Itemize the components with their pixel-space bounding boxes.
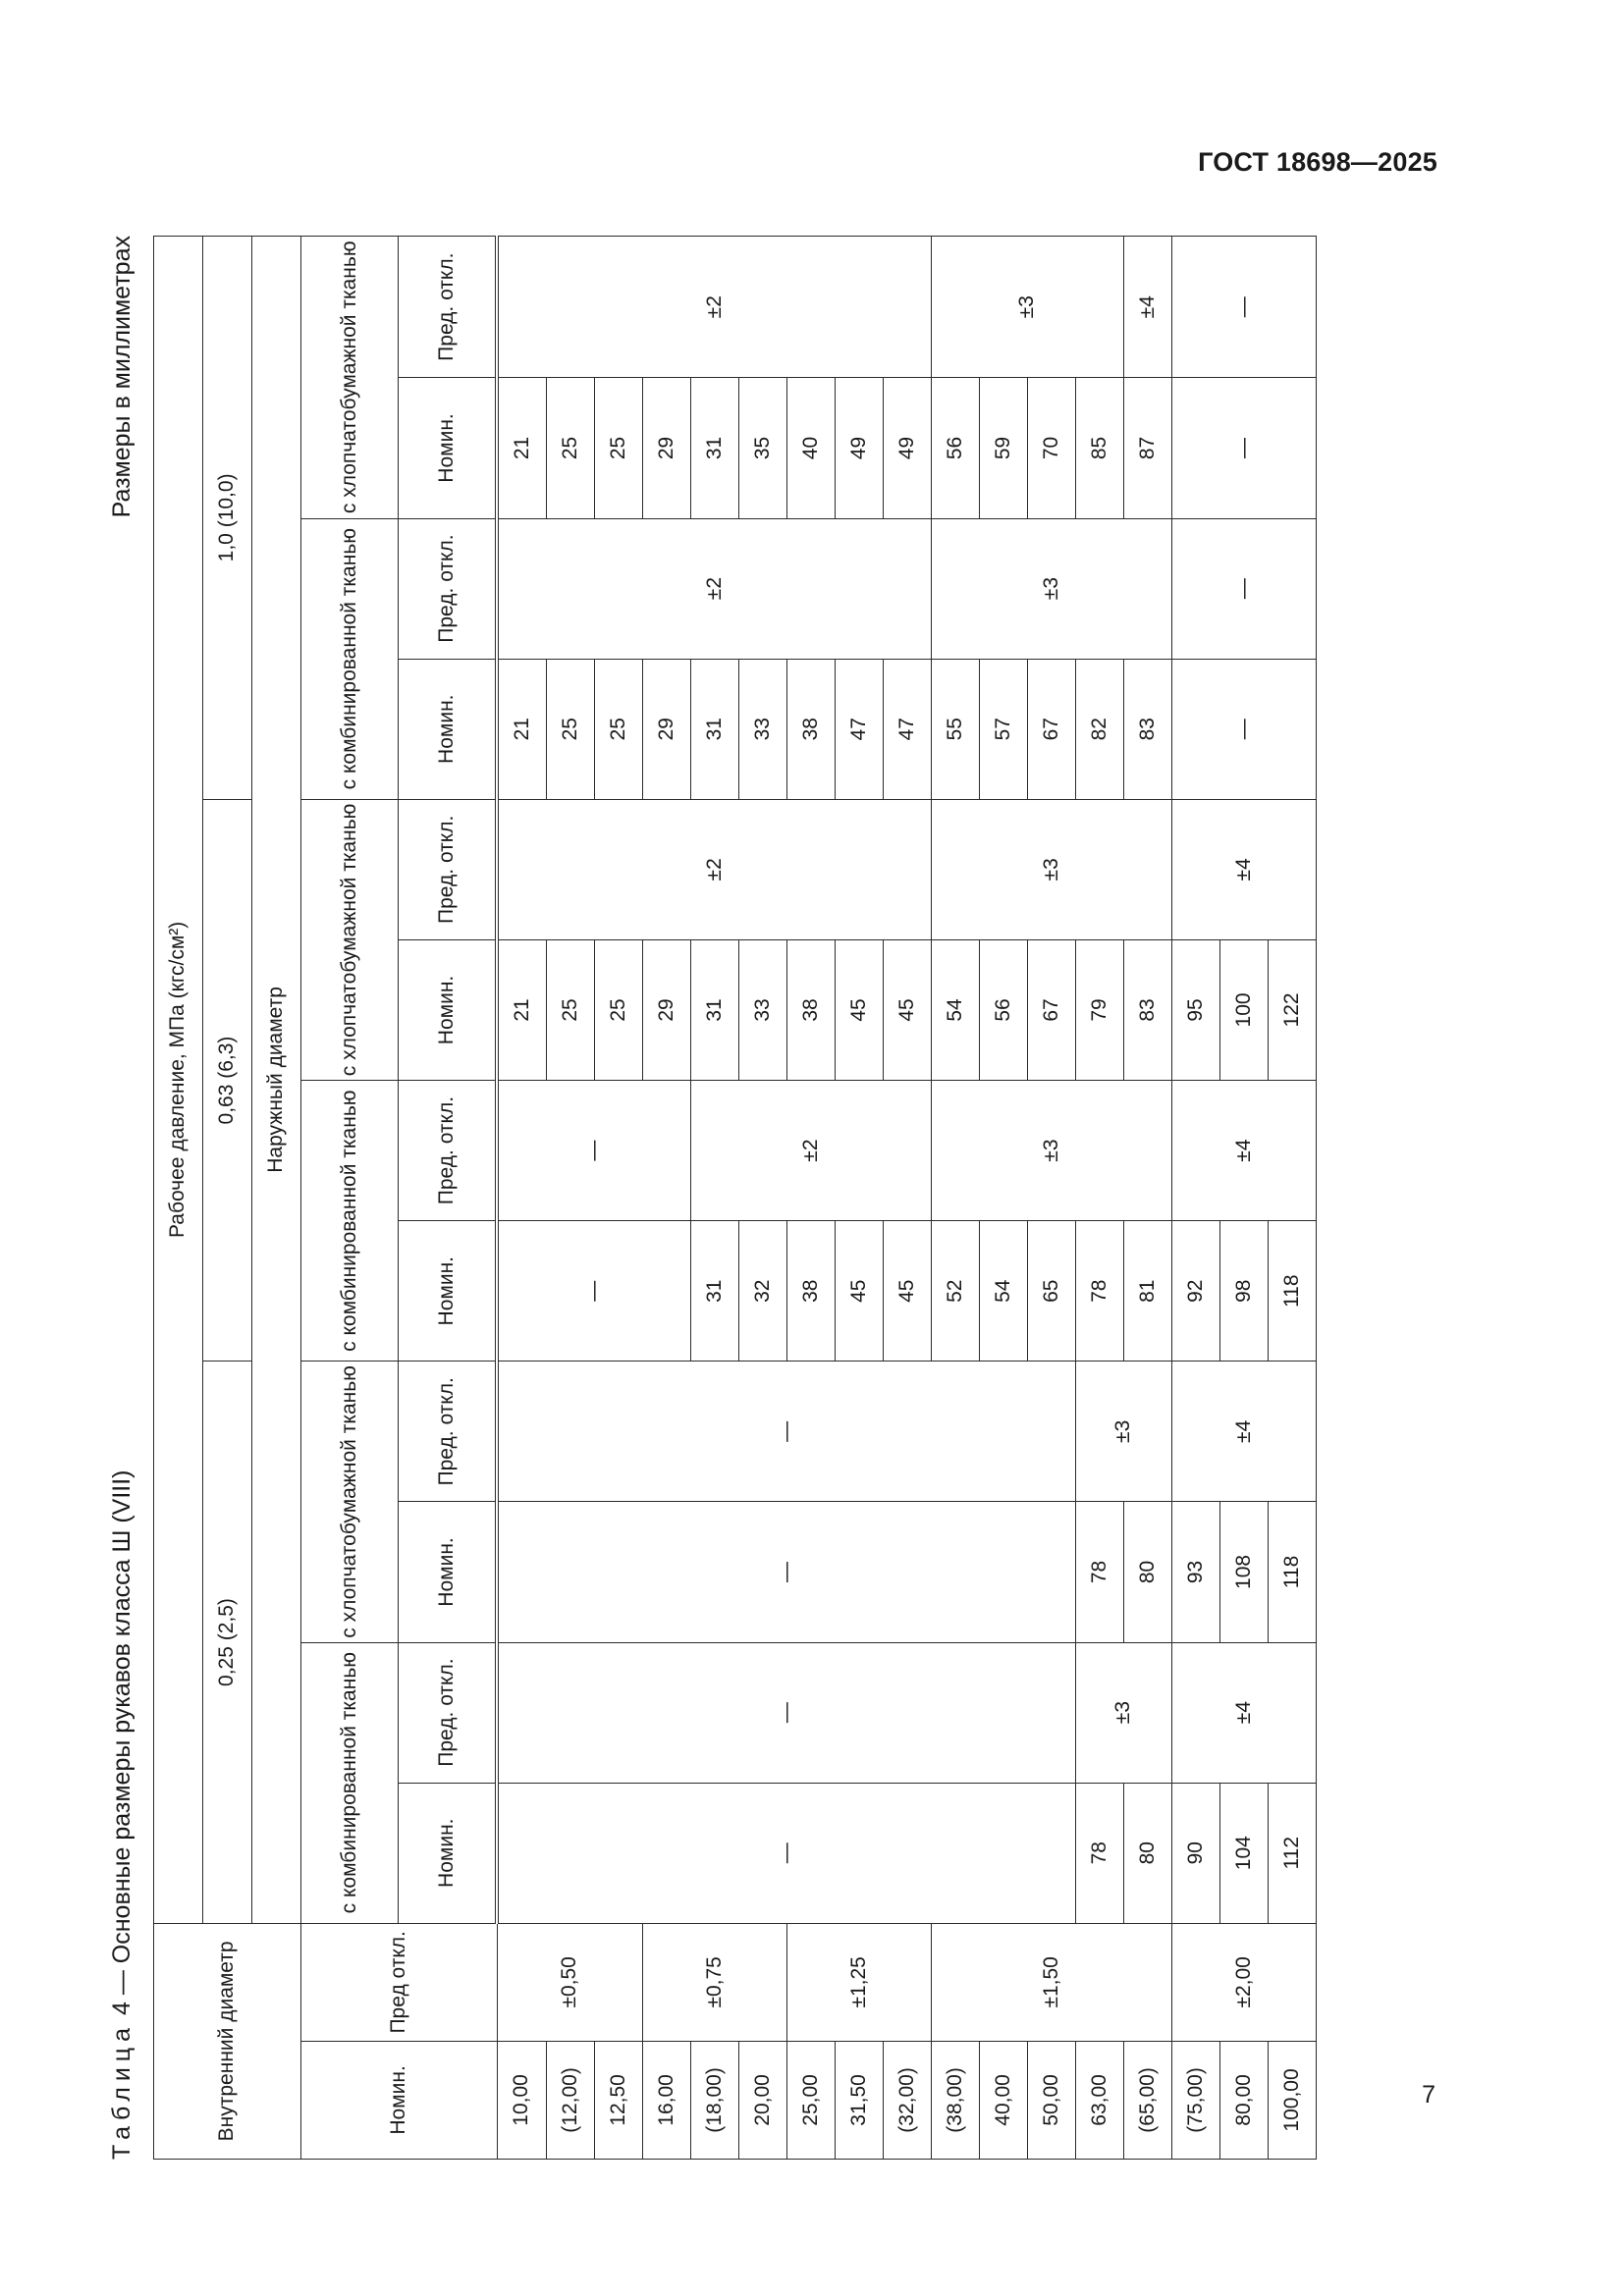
p2-cot-nom-cell: 56	[980, 939, 1028, 1080]
p2-comb-nom-cell: 78	[1076, 1221, 1124, 1362]
p3-cot-dev-cell: —	[1172, 237, 1317, 378]
header-p3-cot-nom: Номин.	[399, 378, 498, 518]
p3-cot-nom-cell: 25	[547, 378, 595, 518]
header-p1-cotton: с хлопчатобумажной тканью	[301, 1362, 399, 1642]
id-nominal-cell: 10,00	[497, 2041, 547, 2159]
p2-comb-dev-cell: ±3	[932, 1081, 1172, 1221]
p2-comb-dev-cell: ±4	[1172, 1081, 1317, 1221]
p1-cot-nom-cell: 80	[1124, 1502, 1172, 1642]
p1-cot-nom-cell: 118	[1269, 1502, 1317, 1642]
table-row	[1172, 237, 1220, 2160]
p3-comb-nom-cell: 33	[739, 659, 787, 799]
p3-comb-nom-cell: 25	[595, 659, 643, 799]
header-pressure-3: 1,0 (10,0)	[203, 237, 252, 800]
p2-cot-nom-cell: 67	[1028, 939, 1076, 1080]
id-deviation-cell: ±1,50	[932, 1923, 1172, 2041]
p2-cot-nom-cell: 33	[739, 939, 787, 1080]
header-p1-comb-dev: Пред. откл.	[399, 1642, 498, 1783]
p2-cot-nom-cell: 29	[643, 939, 691, 1080]
p2-comb-nom-cell: 98	[1220, 1221, 1269, 1362]
p3-comb-nom-cell: 21	[497, 659, 547, 799]
id-nominal-cell: (32,00)	[884, 2041, 932, 2159]
p1-comb-dev-cell: ±4	[1172, 1642, 1317, 1783]
header-p2-cot-dev: Пред. откл.	[399, 799, 498, 939]
p3-comb-nom-cell: 47	[884, 659, 932, 799]
id-nominal-cell: (12,00)	[547, 2041, 595, 2159]
p2-comb-nom-cell: 31	[691, 1221, 739, 1362]
p3-cot-nom-cell: 40	[787, 378, 836, 518]
p3-cot-dev-cell: ±2	[497, 237, 932, 378]
header-p3-comb-nom: Номин.	[399, 659, 498, 799]
p2-comb-nom-cell: 92	[1172, 1221, 1220, 1362]
p3-cot-dev-cell: ±3	[932, 237, 1124, 378]
p3-cot-dev-cell: ±4	[1124, 237, 1172, 378]
p2-comb-nom-cell: 118	[1269, 1221, 1317, 1362]
header-p1-combined: с комбинированной тканью	[301, 1642, 399, 1923]
header-pressure-2: 0,63 (6,3)	[203, 799, 252, 1362]
header-p1-cot-dev: Пред. откл.	[399, 1362, 498, 1502]
caption-separator: —	[108, 1963, 135, 2002]
p2-comb-nom-cell: 45	[884, 1221, 932, 1362]
header-pressure-1: 0,25 (2,5)	[203, 1362, 252, 1924]
p2-cot-nom-cell: 45	[836, 939, 884, 1080]
header-outer-diameter: Наружный диаметр	[252, 237, 301, 1924]
header-p2-comb-dev: Пред. откл.	[399, 1081, 498, 1221]
header-working-pressure: Рабочее давление, МПа (кгс/см²)	[154, 237, 203, 1924]
rotated-table-block	[79, 236, 1306, 2160]
p3-cot-nom-cell: 25	[595, 378, 643, 518]
header-p1-cot-nom: Номин.	[399, 1502, 498, 1642]
p2-comb-dev-cell: ±2	[691, 1081, 932, 1221]
id-deviation-cell: ±0,50	[497, 1923, 643, 2041]
p2-comb-nom-cell: —	[497, 1221, 691, 1362]
p1-cot-nom-cell: 78	[1076, 1502, 1124, 1642]
p3-comb-nom-cell: 82	[1076, 659, 1124, 799]
p2-comb-nom-cell: 52	[932, 1221, 980, 1362]
header-p3-cot-dev: Пред. откл.	[399, 237, 498, 378]
p3-cot-nom-cell: 70	[1028, 378, 1076, 518]
p2-cot-nom-cell: 95	[1172, 939, 1220, 1080]
header-p2-cotton: с хлопчатобумажной тканью	[301, 799, 399, 1080]
id-deviation-cell: ±1,25	[787, 1923, 932, 2041]
p1-cot-nom-cell: 93	[1172, 1502, 1220, 1642]
id-deviation-cell: ±0,75	[643, 1923, 787, 2041]
id-nominal-cell: 12,50	[595, 2041, 643, 2159]
p3-cot-nom-cell: 29	[643, 378, 691, 518]
id-nominal-cell: 25,00	[787, 2041, 836, 2159]
p3-comb-nom-cell: —	[1172, 659, 1317, 799]
p2-cot-nom-cell: 38	[787, 939, 836, 1080]
p2-comb-dev-cell: —	[497, 1081, 691, 1221]
p3-comb-dev-cell: ±3	[932, 518, 1172, 659]
id-nominal-cell: 16,00	[643, 2041, 691, 2159]
p1-comb-nom-cell: 90	[1172, 1783, 1220, 1923]
header-p1-comb-nom: Номин.	[399, 1783, 498, 1923]
p2-cot-dev-cell: ±4	[1172, 799, 1317, 939]
header-p3-cotton: с хлопчатобумажной тканью	[301, 237, 399, 519]
header-p3-comb-dev: Пред. откл.	[399, 518, 498, 659]
p1-comb-nom-cell: 80	[1124, 1783, 1172, 1923]
id-nominal-cell: 40,00	[980, 2041, 1028, 2159]
header-p3-combined: с комбинированной тканью	[301, 518, 399, 799]
p1-comb-dev-cell: ±3	[1076, 1642, 1172, 1783]
id-nominal-cell: (18,00)	[691, 2041, 739, 2159]
p3-cot-nom-cell: 59	[980, 378, 1028, 518]
p2-comb-nom-cell: 32	[739, 1221, 787, 1362]
p3-comb-nom-cell: 38	[787, 659, 836, 799]
p3-cot-nom-cell: 87	[1124, 378, 1172, 518]
p3-cot-nom-cell: 35	[739, 378, 787, 518]
header-inner-diameter: Внутренний диаметр	[154, 1923, 301, 2159]
p3-comb-nom-cell: 47	[836, 659, 884, 799]
caption-title: Основные размеры рукавов класса Ш (VIII)	[108, 1469, 135, 1964]
p1-comb-nom-cell: —	[497, 1783, 1076, 1923]
units-note: Размеры в миллиметрах	[108, 236, 135, 518]
table-caption	[108, 1470, 136, 2160]
p1-comb-dev-cell: —	[497, 1642, 1076, 1783]
id-nominal-cell: 50,00	[1028, 2041, 1076, 2159]
page-number: 7	[1422, 2081, 1435, 2109]
id-nominal-cell: 100,00	[1269, 2041, 1317, 2159]
p1-cot-dev-cell: ±4	[1172, 1362, 1317, 1502]
p2-cot-nom-cell: 31	[691, 939, 739, 1080]
p2-comb-nom-cell: 45	[836, 1221, 884, 1362]
id-nominal-cell: (75,00)	[1172, 2041, 1220, 2159]
p2-comb-nom-cell: 38	[787, 1221, 836, 1362]
header-id-nominal: Номин.	[301, 2041, 498, 2159]
p3-cot-nom-cell: 49	[884, 378, 932, 518]
p2-cot-nom-cell: 21	[497, 939, 547, 1080]
caption-number: 4	[108, 2002, 135, 2016]
p2-cot-nom-cell: 79	[1076, 939, 1124, 1080]
p1-cot-nom-cell: 108	[1220, 1502, 1269, 1642]
p3-comb-nom-cell: 25	[547, 659, 595, 799]
p3-cot-nom-cell: 56	[932, 378, 980, 518]
p2-comb-nom-cell: 81	[1124, 1221, 1172, 1362]
p3-comb-nom-cell: 83	[1124, 659, 1172, 799]
p3-comb-nom-cell: 67	[1028, 659, 1076, 799]
id-deviation-cell: ±2,00	[1172, 1923, 1317, 2041]
p3-comb-nom-cell: 29	[643, 659, 691, 799]
p2-cot-nom-cell: 25	[547, 939, 595, 1080]
header-p2-cot-nom: Номин.	[399, 939, 498, 1080]
id-nominal-cell: (65,00)	[1124, 2041, 1172, 2159]
p3-cot-nom-cell: —	[1172, 378, 1317, 518]
caption-label: Таблица	[108, 2021, 135, 2160]
p1-comb-nom-cell: 78	[1076, 1783, 1124, 1923]
p2-comb-nom-cell: 54	[980, 1221, 1028, 1362]
p1-comb-nom-cell: 104	[1220, 1783, 1269, 1923]
p3-cot-nom-cell: 21	[497, 378, 547, 518]
p2-cot-nom-cell: 122	[1269, 939, 1317, 1080]
id-nominal-cell: (38,00)	[932, 2041, 980, 2159]
p2-cot-dev-cell: ±2	[497, 799, 932, 939]
header-p2-comb-nom: Номин.	[399, 1221, 498, 1362]
p2-comb-nom-cell: 65	[1028, 1221, 1076, 1362]
id-nominal-cell: 31,50	[836, 2041, 884, 2159]
dimensions-table	[153, 236, 1317, 2160]
document-code: ГОСТ 18698—2025	[1198, 147, 1437, 177]
p2-cot-nom-cell: 83	[1124, 939, 1172, 1080]
p3-comb-nom-cell: 57	[980, 659, 1028, 799]
p3-cot-nom-cell: 31	[691, 378, 739, 518]
p1-cot-dev-cell: —	[497, 1362, 1076, 1502]
id-nominal-cell: 63,00	[1076, 2041, 1124, 2159]
p1-cot-dev-cell: ±3	[1076, 1362, 1172, 1502]
p1-cot-nom-cell: —	[497, 1502, 1076, 1642]
p3-comb-dev-cell: —	[1172, 518, 1317, 659]
p3-comb-nom-cell: 31	[691, 659, 739, 799]
p3-cot-nom-cell: 49	[836, 378, 884, 518]
id-nominal-cell: 20,00	[739, 2041, 787, 2159]
p3-comb-nom-cell: 55	[932, 659, 980, 799]
p2-cot-nom-cell: 45	[884, 939, 932, 1080]
p2-cot-dev-cell: ±3	[932, 799, 1172, 939]
header-id-deviation: Пред откл.	[301, 1923, 498, 2041]
header-p2-combined: с комбинированной тканью	[301, 1081, 399, 1362]
p3-cot-nom-cell: 85	[1076, 378, 1124, 518]
table-row	[497, 237, 547, 2160]
p2-cot-nom-cell: 25	[595, 939, 643, 1080]
p2-cot-nom-cell: 100	[1220, 939, 1269, 1080]
p3-comb-dev-cell: ±2	[497, 518, 932, 659]
p2-cot-nom-cell: 54	[932, 939, 980, 1080]
id-nominal-cell: 80,00	[1220, 2041, 1269, 2159]
p1-comb-nom-cell: 112	[1269, 1783, 1317, 1923]
